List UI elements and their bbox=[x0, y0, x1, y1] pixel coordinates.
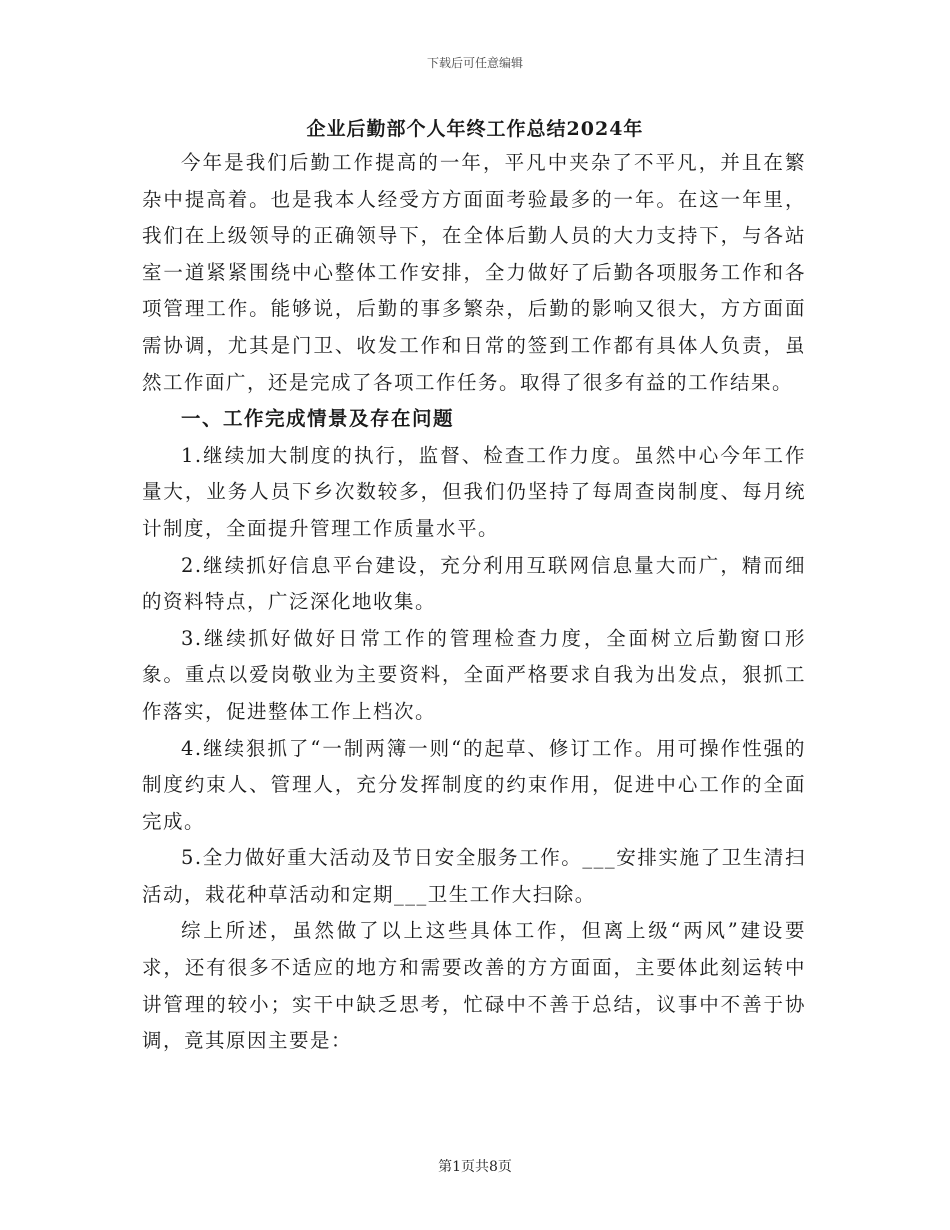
document-title: 企业后勤部个人年终工作总结2024年 bbox=[306, 118, 644, 140]
paragraph-item-4: 4.继续狠抓了“一制两簿一则“的起草、修订工作。用可操作性强的制度约束人、管理人，充分发挥制度的约束作用，促进中心工作的全面完成。 bbox=[142, 736, 806, 833]
paragraph-item-3: 3.继续抓好做好日常工作的管理检查力度，全面树立后勤窗口形象。重点以爱岗敬业为主要资料，全面严格要求自我为出发点，狠抓工作落实，促进整体工作上档次。 bbox=[142, 626, 806, 723]
document-body bbox=[142, 145, 806, 1060]
paragraph-item-2: 2.继续抓好信息平台建设，充分利用互联网信息量大而广，精而细的资料特点，广泛深化地收集。 bbox=[142, 553, 806, 614]
paragraph-summary: 综上所述，虽然做了以上这些具体工作，但离上级“两风”建设要求，还有很多不适应的地方和需要改善的方方面面，主要体此刻运转中讲管理的较小；实干中缺乏思考，忙碌中不善于总结，议事中不善于协调，竟其原因主要是： bbox=[142, 919, 806, 1053]
paragraph-item-1: 1.继续加大制度的执行，监督、检查工作力度。虽然中心今年工作量大，业务人员下乡次数较多，但我们仍坚持了每周查岗制度、每月统计制度，全面提升管理工作质量水平。 bbox=[142, 443, 806, 540]
section-heading: 一、工作完成情景及存在问题 bbox=[181, 407, 455, 431]
header-note: 下载后可任意编辑 bbox=[426, 56, 523, 70]
paragraph-item-5: 5.全力做好重大活动及节日安全服务工作。___安排实施了卫生清扫活动，栽花种草活动和定期___卫生工作大扫除。 bbox=[142, 846, 806, 906]
page-footer: 第1页共8页 bbox=[438, 1159, 512, 1175]
paragraph-intro: 今年是我们后勤工作提高的一年，平凡中夹杂了不平凡，并且在繁杂中提高着。也是我本人经受方方面面考验最多的一年。在这一年里，我们在上级领导的正确领导下，在全体后勤人员的大力支持下，与各站室一道紧紧围绕中心整体工作安排，全力做好了后勤各项服务工作和各项管理工作。能够说，后勤的事多繁杂，后勤的影响又很大，方方面面需协调，尤其是门卫、收发工作和日常的签到工作都有具体人负责，虽然工作面广，还是完成了各项工作任务。取得了很多有益的工作结果。 bbox=[142, 151, 806, 394]
